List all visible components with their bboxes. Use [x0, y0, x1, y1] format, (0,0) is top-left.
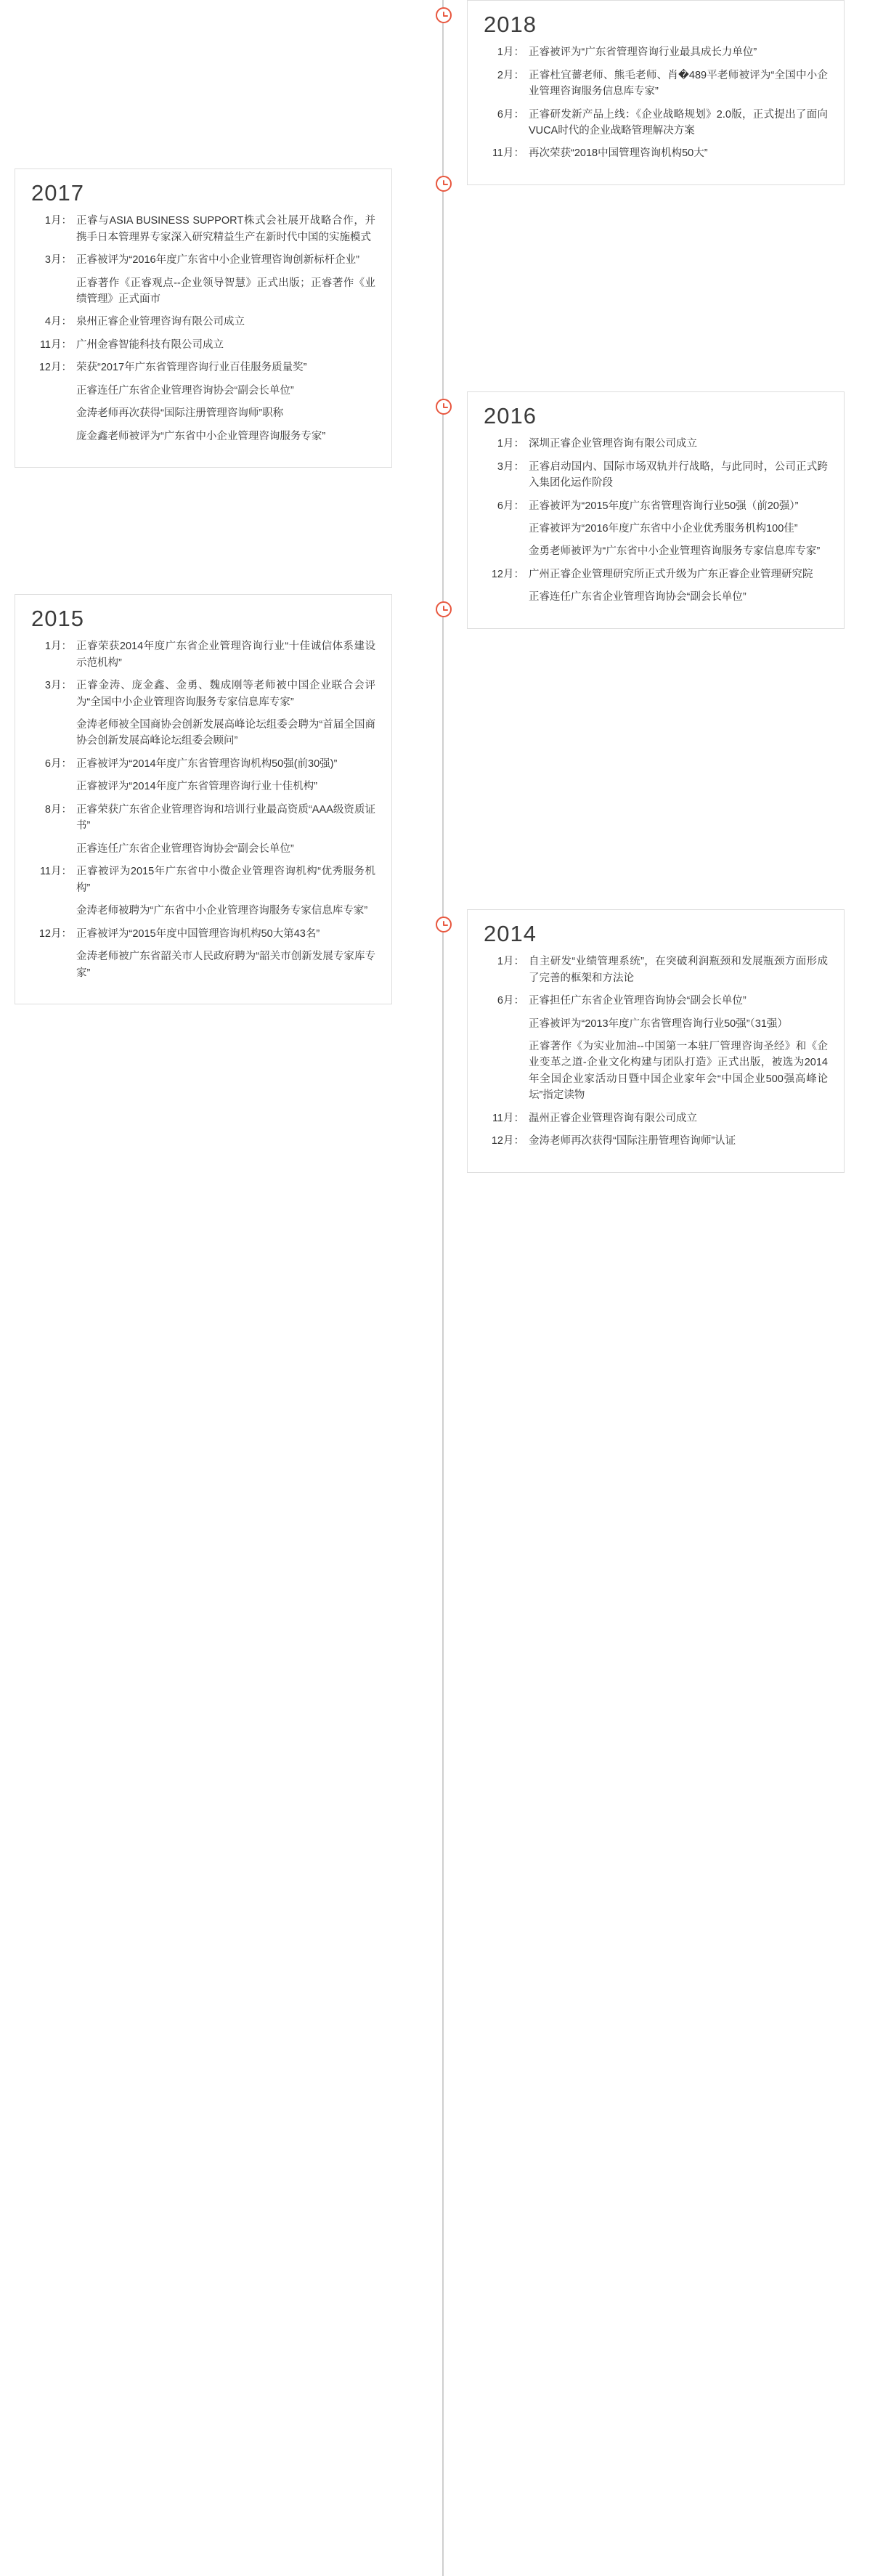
- timeline-event: [484, 459, 828, 492]
- timeline-event: [31, 802, 375, 834]
- year-label: 2016: [484, 403, 537, 428]
- timeline-event: [31, 252, 375, 268]
- timeline-event: [31, 638, 375, 671]
- event-text: 正睿连任广东省企业管理咨询协会“副会长单位”: [76, 384, 294, 397]
- event-text: 正睿著作《为实业加油--中国第一本驻厂管理咨询圣经》和《企业变革之道-企业文化构建与团队打造》正式出版，被选为2014年全国企业家活动日暨中国企业家年会“中国企业500强高峰论坛”指定读物: [529, 1040, 828, 1102]
- event-text: 正睿金涛、庞金鑫、金勇、魏成刚等老师被中国企业联合会评为“全国中小企业管理咨询服务专家信息库专家”: [76, 680, 375, 708]
- event-text: 泉州正睿企业管理咨询有限公司成立: [76, 316, 245, 328]
- timeline-event: [31, 717, 375, 749]
- event-month: 12月：: [38, 927, 72, 940]
- event-month: 6月：: [497, 500, 524, 512]
- timeline-event: [31, 337, 375, 353]
- year-block: [15, 594, 392, 1004]
- year-block: [467, 391, 845, 629]
- timeline-event: [484, 1133, 828, 1149]
- year-block: [467, 0, 845, 185]
- event-month: 3月：: [497, 460, 524, 473]
- event-text: 正睿被评为“2016年度广东省中小企业管理咨询创新标杆企业”: [76, 254, 359, 267]
- event-text: 庞金鑫老师被评为“广东省中小企业管理咨询服务专家”: [76, 430, 326, 442]
- timeline-event: [484, 954, 828, 986]
- timeline-event: [31, 779, 375, 795]
- event-text: 正睿连任广东省企业管理咨询协会“副会长单位”: [529, 591, 746, 604]
- timeline-event: [484, 589, 828, 605]
- timeline-event: [31, 841, 375, 857]
- event-month: 1月：: [497, 956, 524, 968]
- timeline-event: [484, 498, 828, 514]
- timeline-event: [484, 44, 828, 60]
- timeline-event: [484, 993, 828, 1009]
- event-text: 再次荣获“2018中国管理咨询机构50大”: [529, 147, 708, 160]
- event-text: 金涛老师再次获得“国际注册管理咨询师”认证: [529, 1135, 736, 1147]
- event-text: 金勇老师被评为“广东省中小企业管理咨询服务专家信息库专家”: [529, 545, 821, 558]
- event-text: 正睿连任广东省企业管理咨询协会“副会长单位”: [76, 842, 294, 855]
- year-card: [15, 168, 392, 468]
- event-text: 正睿被评为“2015年度中国管理咨询机构50大第43名”: [76, 927, 320, 940]
- event-month: 6月：: [497, 108, 524, 121]
- event-text: 正睿被评为“2014年度广东省管理咨询行业十佳机构”: [76, 781, 317, 793]
- event-month: 1月：: [497, 438, 524, 450]
- timeline-event: [31, 359, 375, 375]
- event-text: 正睿研发新产品上线：《企业战略规划》2.0版，正式提出了面向VUCA时代的企业战略管理解决方案: [529, 108, 828, 137]
- timeline-event: [31, 383, 375, 399]
- timeline-event: [484, 436, 828, 452]
- timeline-event: [31, 405, 375, 421]
- event-text: 正睿被评为“广东省管理咨询行业最具成长力单位”: [529, 46, 757, 59]
- event-month: 12月：: [491, 568, 524, 580]
- event-text: 正睿被评为2015年广东省中小微企业管理咨询机构“优秀服务机构”: [76, 866, 375, 894]
- event-month: 1月：: [497, 46, 524, 59]
- timeline-event: [31, 903, 375, 919]
- year-block: [467, 909, 845, 1173]
- timeline-axis: [442, 0, 444, 2576]
- event-month: 11月：: [39, 866, 72, 878]
- timeline-event: [484, 566, 828, 582]
- event-month: 11月：: [492, 1112, 524, 1124]
- event-month: 11月：: [39, 338, 72, 351]
- event-text: 正睿被评为“2015年度广东省管理咨询行业50强（前20强）”: [529, 500, 799, 512]
- year-block: [15, 168, 392, 468]
- timeline-event: [31, 948, 375, 981]
- event-text: 自主研发“业绩管理系统”，在突破利润瓶颈和发展瓶颈方面形成了完善的框架和方法论: [529, 956, 828, 984]
- timeline-event: [31, 926, 375, 942]
- event-month: 6月：: [44, 757, 72, 770]
- event-month: 12月：: [491, 1135, 524, 1147]
- timeline-event: [31, 275, 375, 308]
- year-label: 2014: [484, 921, 537, 946]
- event-text: 金涛老师再次获得“国际注册管理咨询师”职称: [76, 407, 284, 420]
- timeline-event: [484, 521, 828, 537]
- event-text: 荣获“2017年广东省管理咨询行业百佳服务质量奖”: [76, 362, 307, 374]
- timeline-event: [484, 1110, 828, 1126]
- timeline-event: [31, 213, 375, 245]
- event-month: 2月：: [497, 69, 524, 81]
- timeline-event: [31, 428, 375, 444]
- clock-icon: [436, 917, 452, 933]
- clock-icon: [436, 601, 452, 617]
- event-text: 深圳正睿企业管理咨询有限公司成立: [529, 438, 697, 450]
- clock-icon: [436, 399, 452, 415]
- event-month: 8月：: [44, 803, 72, 816]
- event-text: 金涛老师被聘为“广东省中小企业管理咨询服务专家信息库专家”: [76, 905, 368, 917]
- event-text: 正睿被评为“2014年度广东省管理咨询机构50强(前30强)”: [76, 757, 338, 770]
- event-month: 1月：: [44, 215, 72, 227]
- year-label: 2017: [31, 180, 84, 206]
- event-month: 4月：: [44, 316, 72, 328]
- event-text: 正睿被评为“2016年度广东省中小企业优秀服务机构100佳”: [529, 522, 798, 535]
- clock-icon: [436, 7, 452, 23]
- year-card: [467, 391, 845, 629]
- timeline-event: [31, 678, 375, 710]
- timeline-event: [484, 145, 828, 161]
- event-month: 3月：: [44, 254, 72, 267]
- event-text: 正睿启动国内、国际市场双轨并行战略，与此同时，公司正式跨入集团化运作阶段: [529, 460, 828, 489]
- year-label: 2015: [31, 606, 84, 631]
- event-text: 正睿担任广东省企业管理咨询协会“副会长单位”: [529, 995, 746, 1007]
- timeline-event: [31, 864, 375, 896]
- event-text: 正睿杜宜薔老师、熊毛老师、肖�489平老师被评为“全国中小企业管理咨询服务信息库专家”: [529, 69, 828, 98]
- timeline-event: [31, 756, 375, 772]
- timeline-event: [484, 1016, 828, 1032]
- event-text: 正睿被评为“2013年度广东省管理咨询行业50强”（31强）: [529, 1017, 788, 1030]
- event-month: 6月：: [497, 995, 524, 1007]
- year-card: [467, 0, 845, 185]
- event-month: 3月：: [44, 680, 72, 692]
- year-card: [467, 909, 845, 1173]
- timeline-event: [484, 543, 828, 559]
- event-text: 广州正睿企业管理研究所正式升级为广东正睿企业管理研究院: [529, 568, 813, 580]
- clock-icon: [436, 176, 452, 192]
- event-text: 正睿荣获广东省企业管理咨询和培训行业最高资质“AAA级资质证书”: [76, 803, 375, 832]
- event-text: 正睿著作《正睿观点--企业领导智慧》正式出版；正睿著作《业绩管理》正式面市: [76, 277, 375, 305]
- event-text: 金涛老师被广东省韶关市人民政府聘为“韶关市创新发展专家库专家”: [76, 951, 375, 979]
- event-text: 正睿与ASIA BUSINESS SUPPORT株式会社展开战略合作，并携手日本管理界专家深入研究精益生产在新时代中国的实施模式: [76, 215, 375, 243]
- year-card: [15, 594, 392, 1004]
- event-month: 1月：: [44, 641, 72, 653]
- event-text: 温州正睿企业管理咨询有限公司成立: [529, 1112, 697, 1124]
- timeline-event: [484, 107, 828, 139]
- year-label: 2018: [484, 12, 537, 37]
- timeline-event: [31, 314, 375, 330]
- event-text: 正睿荣获2014年度广东省企业管理咨询行业“十佳诚信体系建设示范机构”: [76, 641, 375, 669]
- event-text: 金涛老师被全国商协会创新发展高峰论坛组委会聘为“首届全国商协会创新发展高峰论坛组委会顾问”: [76, 718, 375, 747]
- timeline-event: [484, 68, 828, 100]
- event-month: 11月：: [492, 147, 524, 160]
- timeline-event: [484, 1039, 828, 1104]
- event-month: 12月：: [38, 362, 72, 374]
- event-text: 广州金睿智能科技有限公司成立: [76, 338, 224, 351]
